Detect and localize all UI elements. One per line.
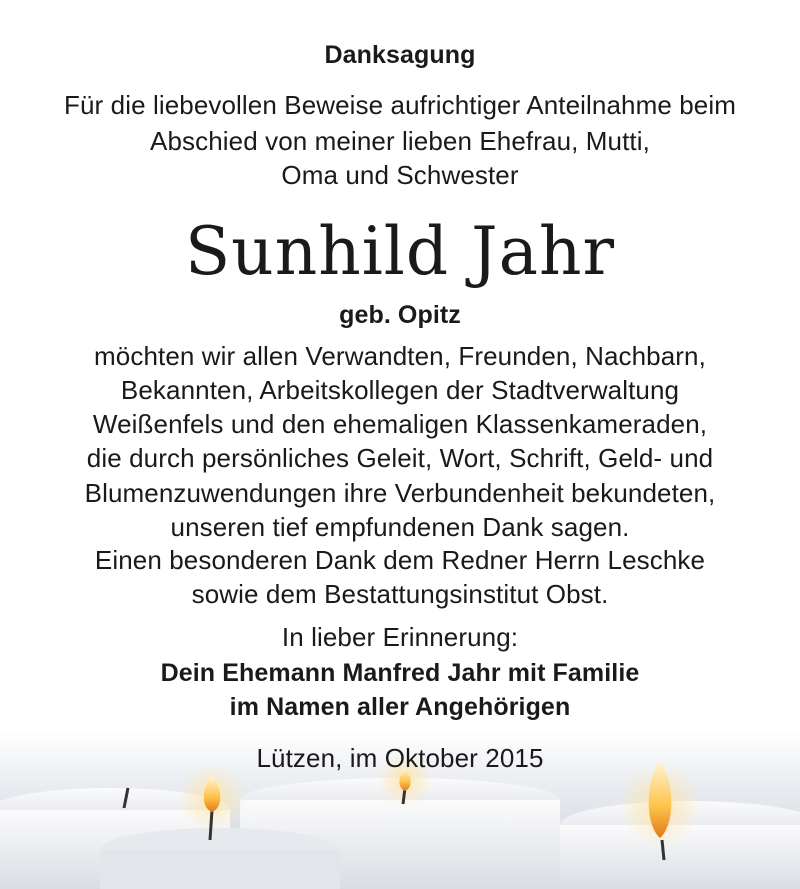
body-line-7: Einen besonderen Dank dem Redner Herrn Leschke: [94, 545, 706, 575]
intro-line-2: Abschied von meiner lieben Ehefrau, Mutti,: [150, 126, 650, 156]
signature-line-2: im Namen aller Angehörigen: [229, 693, 571, 721]
body-line-1: möchten wir allen Verwandten, Freunden, Nachbarn,: [94, 341, 706, 371]
closing-line: In lieber Erinnerung:: [281, 622, 519, 652]
body-line-4: die durch persönliches Geleit, Wort, Schrift, Geld- und: [86, 443, 714, 473]
heading: Danksagung: [324, 41, 476, 69]
body-line-8: sowie dem Bestattungsinstitut Obst.: [191, 579, 609, 609]
intro-line-1: Für die liebevollen Beweise aufrichtiger Anteilnahme beim: [64, 90, 736, 120]
birth-name: geb. Opitz: [339, 301, 461, 329]
body-line-3: Weißenfels und den ehemaligen Klassenkameraden,: [92, 409, 708, 439]
signature-line-1: Dein Ehemann Manfred Jahr mit Familie: [160, 659, 640, 687]
place-date: Lützen, im Oktober 2015: [256, 743, 544, 773]
body-line-5: Blumenzuwendungen ihre Verbundenheit bekundeten,: [84, 478, 716, 508]
body-line-6: unseren tief empfundenen Dank sagen.: [170, 512, 630, 542]
intro-line-3: Oma und Schwester: [281, 160, 519, 190]
body-line-2: Bekannten, Arbeitskollegen der Stadtverwaltung: [120, 375, 680, 405]
deceased-name: Sunhild Jahr: [184, 213, 616, 290]
